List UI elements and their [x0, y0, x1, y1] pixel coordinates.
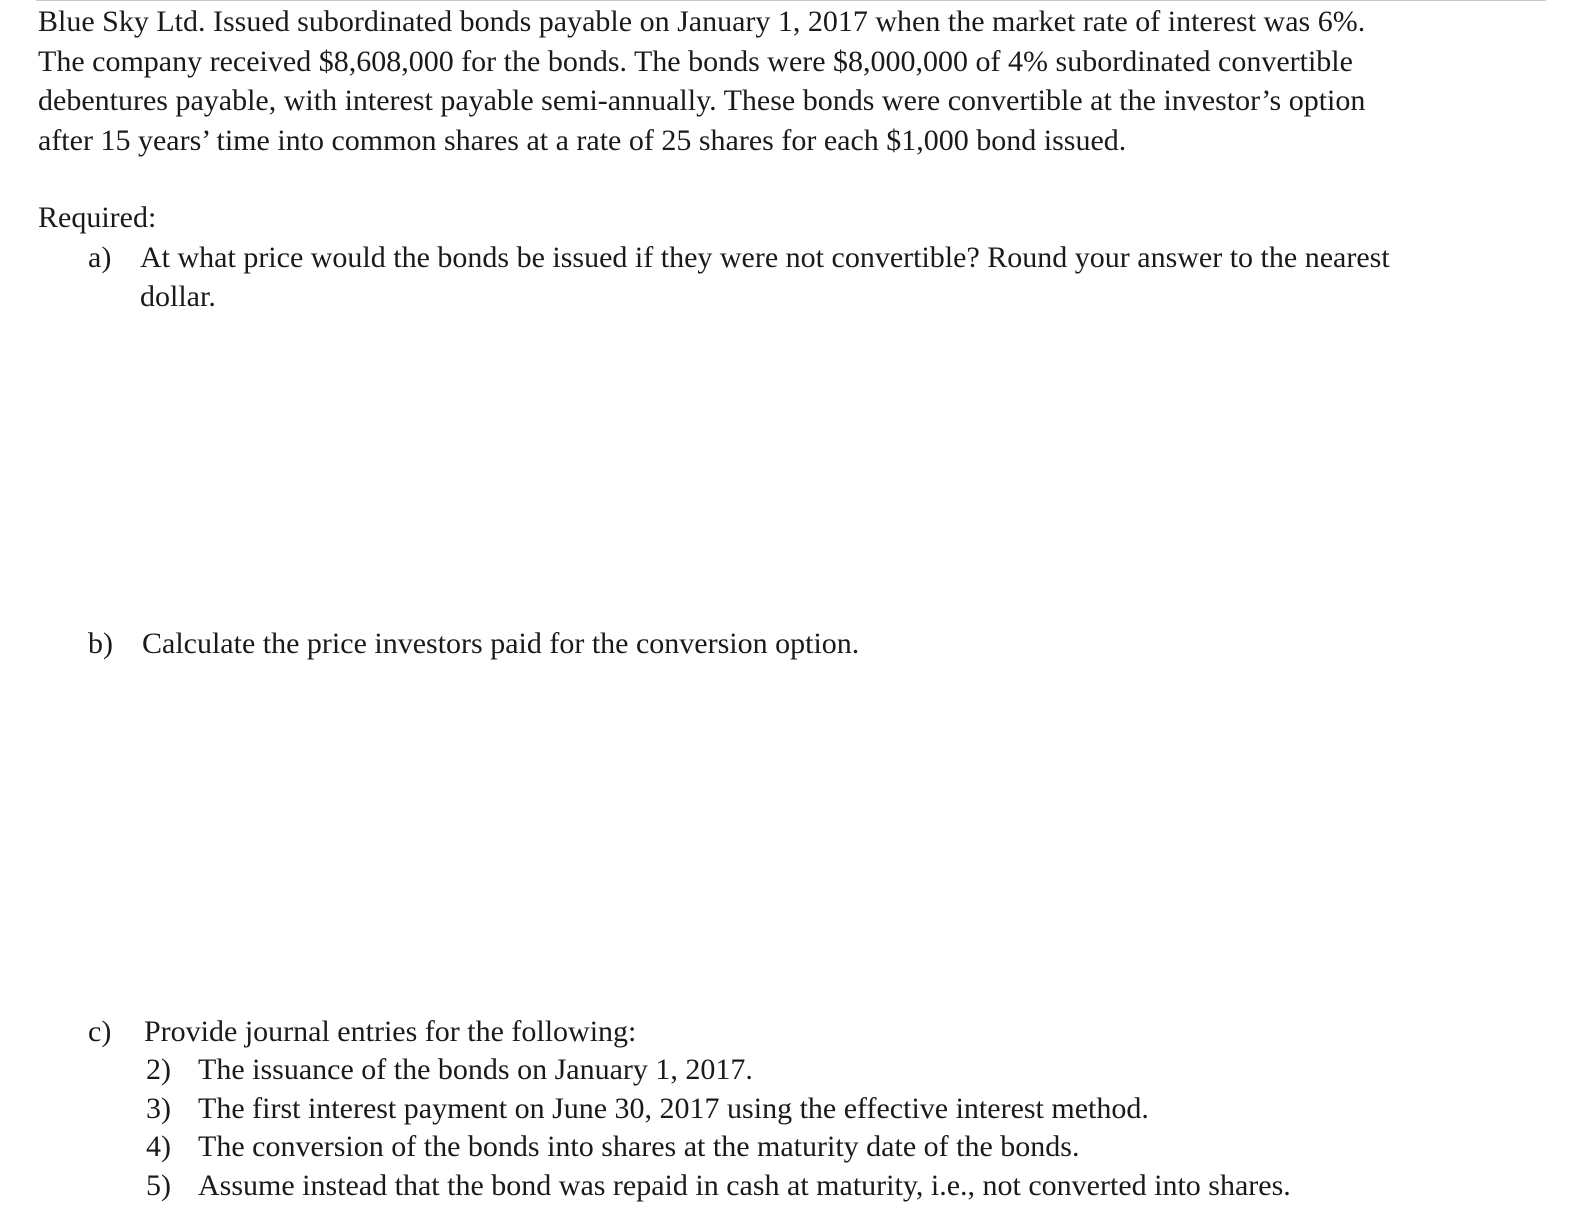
intro-line: after 15 years’ time into common shares at a rate of 25 shares for each $1,000 bond issued.	[38, 123, 1127, 157]
list-item-number: 5)	[146, 1168, 171, 1202]
problem-intro	[38, 2, 1568, 160]
intro-line: Blue Sky Ltd. Issued subordinated bonds payable on January 1, 2017 when the market rate of interest was 6%.	[38, 5, 1366, 38]
question-b-text: Calculate the price investors paid for the conversion option.	[142, 627, 860, 660]
question-a-line: dollar.	[140, 280, 216, 313]
list-item-text: The issuance of the bonds on January 1, 2017.	[198, 1053, 753, 1086]
list-item-number: 4)	[146, 1130, 171, 1163]
question-a-text	[140, 238, 1560, 316]
top-rule	[36, 0, 1546, 1]
list-item-text: Assume instead that the bond was repaid in cash at maturity, i.e., not converted into shares.	[198, 1168, 1291, 1202]
intro-line: debentures payable, with interest payable semi-annually. These bonds were convertible at the investor’s option	[38, 84, 1366, 117]
list-item-number: 2)	[146, 1053, 171, 1086]
list-item-text: The first interest payment on June 30, 2017 using the effective interest method.	[198, 1091, 1149, 1125]
question-b-marker: b)	[88, 627, 113, 660]
required-heading: Required:	[38, 201, 157, 234]
question-c-marker: c)	[88, 1015, 112, 1048]
list-item-text: The conversion of the bonds into shares at the maturity date of the bonds.	[198, 1130, 1080, 1163]
list-item-number: 3)	[146, 1091, 171, 1125]
intro-line: The company received $8,608,000 for the bonds. The bonds were $8,000,000 of 4% subordinated convertible	[38, 44, 1353, 78]
question-a-line: At what price would the bonds be issued if they were not convertible? Round your answer to the nearest	[140, 241, 1390, 274]
question-a-marker: a)	[88, 241, 112, 274]
question-c-text: Provide journal entries for the following:	[144, 1015, 637, 1048]
